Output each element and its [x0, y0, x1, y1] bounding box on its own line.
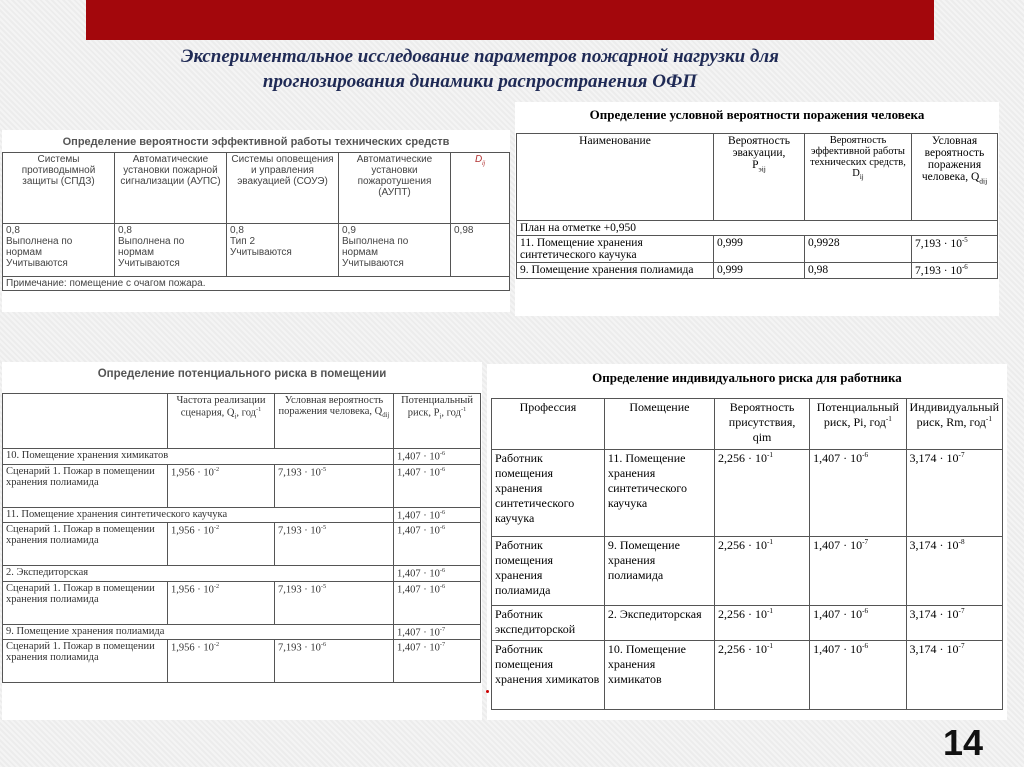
table3-header-q: [275, 394, 394, 449]
table2-row-d: 0,98: [805, 263, 912, 279]
table3-freq-exp: -2: [213, 524, 220, 531]
table3-title: Определение потенциального риска в помещении: [97, 368, 387, 380]
table1-cell-aups: [115, 224, 227, 277]
table3-room-p-exp: -6: [439, 508, 446, 516]
table4-q-value: 2,256 · 10: [717, 642, 767, 656]
table3-p: [394, 581, 481, 624]
table3-scenario: Сценарий 1. Пожар в помещении хранения полиамида: [3, 523, 168, 566]
table3-header-p: [394, 394, 481, 449]
table3-freq-value: 1,956 · 10: [171, 642, 214, 654]
table3-room-p-exp: -7: [439, 625, 446, 633]
table4-p-exp: -6: [862, 607, 869, 615]
table3-q-value: 7,193 · 10: [278, 642, 321, 654]
table4-r: [906, 450, 1002, 537]
table2-row-q-exp: -5: [961, 237, 968, 244]
table3-q: [275, 581, 394, 624]
table4-r-exp: -7: [958, 642, 965, 650]
table4-q-exp: -1: [766, 642, 773, 650]
table2-header-pevac-label: Вероятность эвакуации,: [728, 135, 790, 159]
table4-header-r-label: Индивидуальный риск, Rm, год: [909, 400, 999, 429]
table3-room: 2. Экспедиторская: [3, 566, 394, 582]
table2-row-q-value: 7,193 · 10: [915, 264, 962, 277]
table4-r-exp: -7: [958, 607, 965, 615]
table4-header-room: Помещение: [604, 399, 714, 450]
table3-freq-value: 1,956 · 10: [171, 525, 214, 537]
table4-q: [714, 641, 809, 710]
table4-header-p-exp: -1: [885, 415, 892, 423]
table2-row-p: 0,999: [714, 263, 805, 279]
table3-q-exp: -5: [320, 465, 327, 473]
table3-q-exp: -6: [320, 641, 327, 648]
table1-header-d-sym: D: [474, 154, 483, 165]
table4-q-exp: -1: [766, 451, 773, 459]
table3-freq-exp: -2: [213, 582, 220, 590]
table3: [2, 393, 481, 683]
table3-header-q-sub: dij: [382, 412, 390, 420]
table3-room: 10. Помещение хранения химикатов: [3, 449, 394, 465]
table4-header-r: [906, 399, 1002, 450]
table3-q: [275, 464, 394, 507]
table1-cell-status: Выполнена по нормам: [342, 236, 409, 258]
table3-header-freq-label: Частота реализации сценария, Q: [176, 395, 266, 419]
table1-header-d-sub: ij: [482, 160, 486, 167]
table3-panel: [2, 362, 482, 720]
slide-title-line2: прогнозирования динамики распространения ОФП: [262, 71, 698, 92]
table4-p: [810, 606, 906, 641]
table3-scenario: Сценарий 1. Пожар в помещении хранения полиамида: [3, 640, 168, 683]
table3-p-value: 1,407 · 10: [397, 467, 440, 478]
table3-room-p: [394, 449, 481, 465]
table3-p-value: 1,407 · 10: [397, 584, 440, 595]
slide-title: [100, 44, 860, 94]
table3-room-p-exp: -6: [439, 567, 446, 574]
table4-r: [906, 606, 1002, 641]
table3-freq: [168, 523, 275, 566]
table4-room: 11. Помещение хранения синтетического каучука: [604, 450, 714, 537]
table3-header-p-label: Потенциальный риск, P: [401, 395, 473, 419]
table3-q-value: 7,193 · 10: [278, 525, 321, 537]
table1-cell-note: Учитываются: [342, 258, 404, 269]
table2-row-q: [912, 263, 998, 279]
table1-cell-note: Учитываются: [118, 258, 180, 269]
table4-header-p-label: Потенциальный риск, Pi, год: [816, 400, 899, 429]
table4: [491, 398, 1003, 710]
table4-p-exp: -6: [862, 451, 869, 459]
table4-p: [810, 450, 906, 537]
table4-r-value: 3,174 · 10: [909, 451, 959, 465]
table3-q-exp: -5: [320, 524, 327, 531]
red-dot-marker: [486, 690, 489, 693]
table4-p-value: 1,407 · 10: [813, 642, 863, 656]
table1-cell-spdz: [3, 224, 115, 277]
table3-room-p-value: 1,407 · 10: [397, 451, 440, 463]
table1: [2, 152, 510, 291]
table4-q: [714, 606, 809, 641]
table4-r-exp: -7: [958, 451, 965, 459]
table2-title: Определение условной вероятности поражения человека: [589, 107, 925, 122]
table3-freq-value: 1,956 · 10: [171, 467, 214, 478]
table2-plan: План на отметке +0,950: [517, 221, 998, 236]
table1-cell-value: 0,8: [6, 225, 20, 236]
table1-cell-note: Учитываются: [6, 258, 68, 269]
table3-freq-value: 1,956 · 10: [171, 584, 214, 595]
table3-p-value: 1,407 · 10: [397, 525, 440, 537]
table3-p-exp: -6: [439, 524, 446, 531]
table3-room-p-exp: -6: [439, 450, 446, 457]
table4-prof: Работник помещения хранения полиамида: [492, 537, 605, 606]
table2-header-q: [912, 134, 998, 221]
table3-header-freq-exp: -1: [256, 406, 262, 413]
table4-r-value: 3,174 · 10: [909, 642, 959, 656]
table1-cell-status: Выполнена по нормам: [118, 236, 185, 258]
table3-p-value: 1,407 · 10: [397, 642, 440, 654]
slide-title-line1: Экспериментальное исследование параметров пожарной нагрузки для: [181, 46, 779, 67]
table4-r-exp: -8: [958, 538, 965, 546]
table3-header-freq: [168, 394, 275, 449]
table1-note: Примечание: помещение с очагом пожара.: [3, 277, 510, 291]
table2-header-name: Наименование: [517, 134, 714, 221]
table3-room-p: [394, 507, 481, 523]
table1-header-soue: Системы оповещения и управления эвакуацией (СОУЭ): [227, 153, 339, 224]
table4-prof: Работник экспедиторской: [492, 606, 605, 641]
table1-cell-d: 0,98: [451, 224, 510, 277]
table1-title: Определение вероятности эффективной работы технических средств: [62, 136, 450, 148]
table4-header-r-exp: -1: [985, 415, 992, 423]
table4-header-q: Вероятность присутствия, qim: [714, 399, 809, 450]
table3-room: 9. Помещение хранения полиамида: [3, 624, 394, 640]
table3-scenario: Сценарий 1. Пожар в помещении хранения полиамида: [3, 464, 168, 507]
table2-header-pevac-sym: Р: [752, 159, 759, 171]
table4-q-value: 2,256 · 10: [717, 451, 767, 465]
table4-q-value: 2,256 · 10: [717, 538, 767, 552]
table4-q: [714, 450, 809, 537]
table4-prof: Работник помещения хранения химикатов: [492, 641, 605, 710]
table2-row-name: 9. Помещение хранения полиамида: [517, 263, 714, 279]
table3-freq-exp: -2: [213, 465, 220, 473]
table3-q-value: 7,193 · 10: [278, 584, 321, 595]
table1-header-spdz: Системы противодымной защиты (СПДЗ): [3, 153, 115, 224]
table2-row-name: 11. Помещение хранения синтетического каучука: [517, 236, 714, 263]
table3-room-p: [394, 624, 481, 640]
table4-q-exp: -1: [766, 607, 773, 615]
table3-p-exp: -7: [439, 641, 446, 648]
table2-row-q-value: 7,193 · 10: [915, 237, 962, 250]
table4-panel: [487, 364, 1007, 720]
table3-freq-exp: -2: [213, 641, 220, 648]
table4-p-exp: -6: [862, 642, 869, 650]
table2-header-q-sub: dij: [979, 176, 988, 186]
table1-cell-aupt: [339, 224, 451, 277]
table4-p: [810, 641, 906, 710]
table4-r-value: 3,174 · 10: [909, 538, 959, 552]
table4-room: 9. Помещение хранения полиамида: [604, 537, 714, 606]
table2-header-q-label: Условная вероятность поражения человека, Q: [921, 135, 985, 183]
table2-header-d-sub: ij: [859, 174, 864, 182]
table4-header-p: [810, 399, 906, 450]
table3-freq: [168, 640, 275, 683]
table3-header-p-unit: , год: [441, 407, 461, 419]
table1-header-aups: Автоматические установки пожарной сигнализации (АУПС): [115, 153, 227, 224]
table4-p-value: 1,407 · 10: [813, 451, 863, 465]
table3-header-freq-sub: i: [234, 413, 237, 421]
table2-row-p: 0,999: [714, 236, 805, 263]
table3-p: [394, 523, 481, 566]
table3-room-p-value: 1,407 · 10: [397, 510, 440, 521]
table3-room-p-value: 1,407 · 10: [397, 568, 440, 580]
table3-header-q-label: Условная вероятность поражения человека, Q: [278, 395, 384, 417]
table1-cell-status: Выполнена по нормам: [6, 236, 73, 258]
table4-p-value: 1,407 · 10: [813, 538, 863, 552]
table3-header-freq-unit: , год: [236, 407, 256, 419]
table4-r: [906, 537, 1002, 606]
table2: [516, 133, 998, 279]
table3-q-value: 7,193 · 10: [278, 467, 321, 478]
table3-room-p-value: 1,407 · 10: [397, 627, 440, 638]
table4-room: 2. Экспедиторская: [604, 606, 714, 641]
table3-freq: [168, 581, 275, 624]
table2-header-pevac: [714, 134, 805, 221]
table4-room: 10. Помещение хранения химикатов: [604, 641, 714, 710]
table1-cell-note: Учитываются: [230, 247, 292, 258]
table3-p-exp: -6: [439, 582, 446, 590]
table2-row-q-exp: -6: [961, 264, 968, 271]
table4-q-value: 2,256 · 10: [717, 607, 767, 621]
header-bar: [86, 0, 934, 40]
table3-p: [394, 640, 481, 683]
table3-room-p: [394, 566, 481, 582]
table4-q-exp: -1: [766, 538, 773, 546]
table3-header-blank: [3, 394, 168, 449]
page-number: 14: [943, 722, 984, 763]
table3-freq: [168, 464, 275, 507]
table3-header-p-exp: -1: [460, 406, 467, 413]
table3-q-exp: -5: [320, 582, 327, 590]
table4-r-value: 3,174 · 10: [909, 607, 959, 621]
table4-title: Определение индивидуального риска для работника: [592, 370, 902, 385]
table1-cell-value: 0,9: [342, 225, 356, 236]
table4-p: [810, 537, 906, 606]
table2-row-d: 0,9928: [805, 236, 912, 263]
table2-header-d-label: Вероятность эффективной работы технических средств, D: [810, 135, 906, 179]
table4-p-exp: -7: [862, 538, 869, 546]
table2-row-q: [912, 236, 998, 263]
table4-prof: Работник помещения хранения синтетического каучука: [492, 450, 605, 537]
table1-cell-status: Тип 2: [230, 236, 256, 247]
table3-header-p-sub: i: [439, 413, 442, 421]
table2-panel: [515, 102, 999, 316]
table4-q: [714, 537, 809, 606]
table1-cell-value: 0,8: [118, 225, 132, 236]
table1-cell-soue: [227, 224, 339, 277]
table1-header-d: [451, 153, 510, 224]
table4-r: [906, 641, 1002, 710]
table2-header-d: [805, 134, 912, 221]
table2-header-pevac-sub: эij: [758, 164, 766, 174]
table3-q: [275, 523, 394, 566]
table4-header-prof: Профессия: [492, 399, 605, 450]
table3-q: [275, 640, 394, 683]
table1-header-aupt: Автоматические установки пожаротушения (АУПТ): [339, 153, 451, 224]
table3-room: 11. Помещение хранения синтетического каучука: [3, 507, 394, 523]
table3-p-exp: -6: [439, 465, 446, 473]
table3-p: [394, 464, 481, 507]
table1-panel: [2, 130, 510, 312]
table1-cell-value: 0,8: [230, 225, 244, 236]
table4-p-value: 1,407 · 10: [813, 607, 863, 621]
table3-scenario: Сценарий 1. Пожар в помещении хранения полиамида: [3, 581, 168, 624]
